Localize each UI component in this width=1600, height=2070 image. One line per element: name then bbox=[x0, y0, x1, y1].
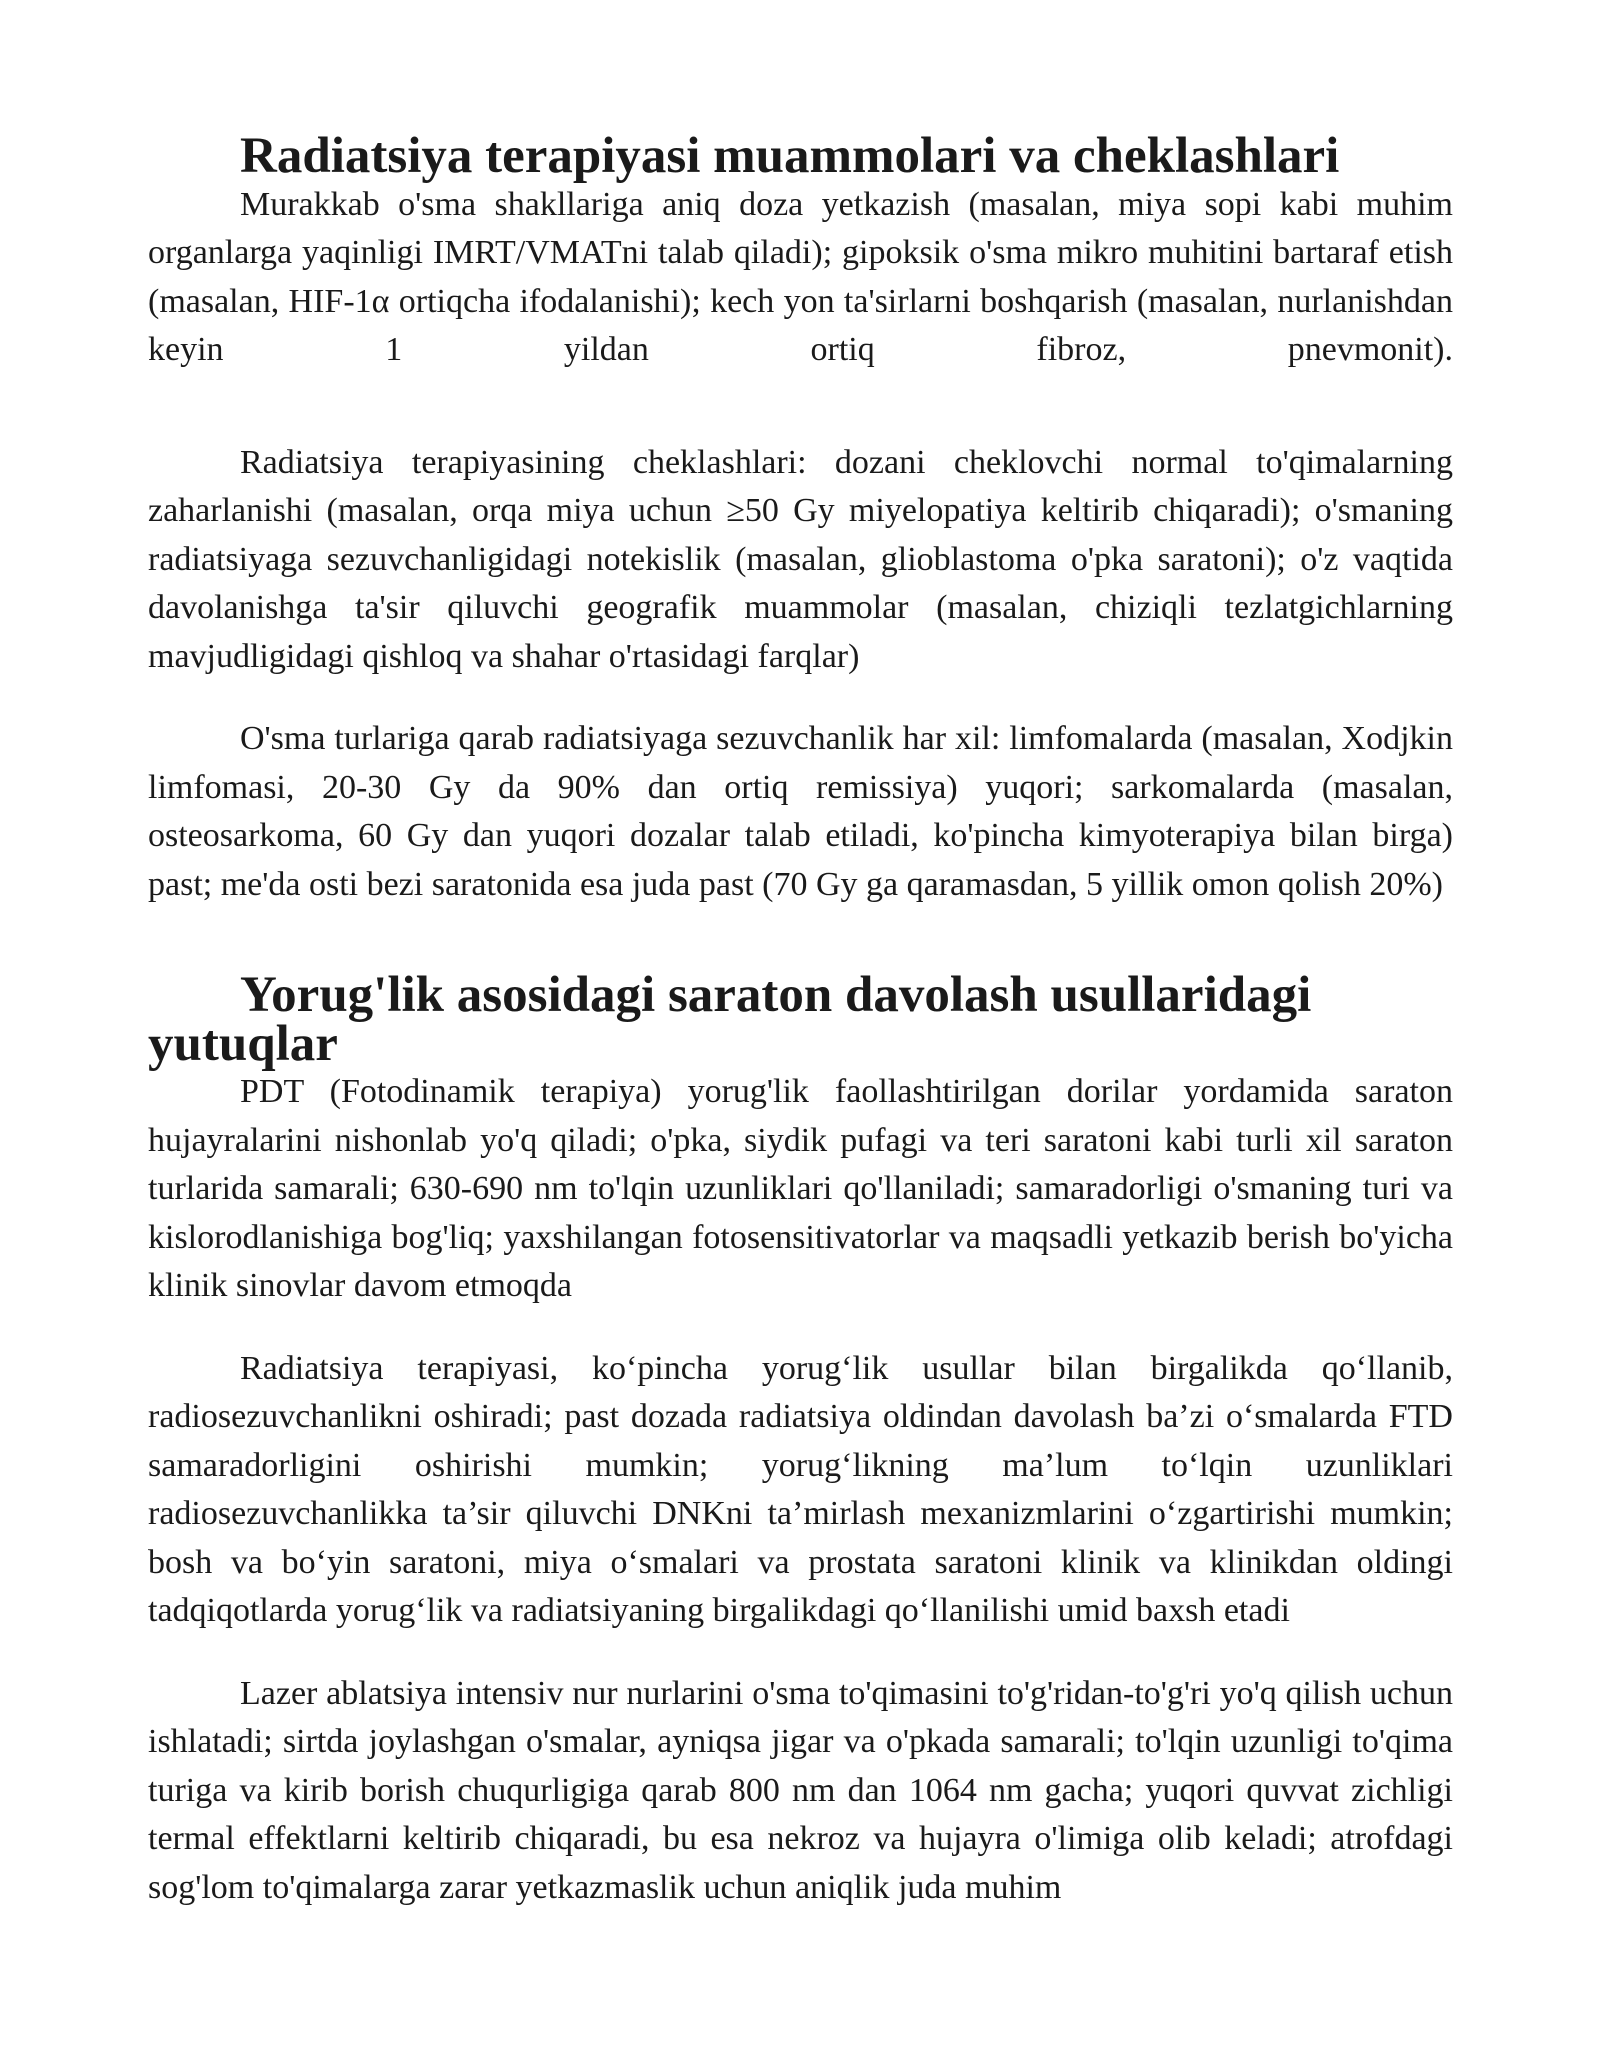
document-page bbox=[148, 128, 1453, 1912]
section-heading-radiation-problems: Radiatsiya terapiyasi muammolari va cheklashlari bbox=[240, 128, 1340, 184]
paragraph-laser-ablation: Lazer ablatsiya intensiv nur nurlarini o'sma to'qimasini to'g'ridan-to'g'ri yo'q qilish uchun ishlatadi; sirtda joylashgan o'smalar, ayniqsa jigar va o'pkada samarali; to'lqin uzunligi to'qima turiga va kirib borish chuqurligiga qarab 800 nm dan 1064 nm gacha; yuqori quvvat zichligi termal effektlarni keltirib chiqaradi, bu esa nekroz va hujayra o'limiga olib keladi; atrofdagi sog'lom to'qimalarga zarar yetkazmaslik uchun aniqlik juda muhim bbox=[148, 1674, 1453, 1906]
paragraph-radiation-limitations: Radiatsiya terapiyasining cheklashlari: dozani cheklovchi normal to'qimalarning zaharlanishi (masalan, orqa miya uchun ≥50 Gy miyelopatiya keltirib chiqaradi); o'smaning radiatsiyaga sezuvchanligidagi notekislik (masalan, glioblastoma o'pka saratoni); o'z vaqtida davolanishga ta'sir qiluvchi geografik muammolar (masalan, chiziqli tezlatgichlarning mavjudligidagi qishloq va shahar o'rtasidagi farqlar) bbox=[148, 443, 1453, 675]
paragraph-tumor-sensitivity: O'sma turlariga qarab radiatsiyaga sezuvchanlik har xil: limfomalarda (masalan, Xodjkin limfomasi, 20-30 Gy da 90% dan ortiq remissiya) yuqori; sarkomalarda (masalan, osteosarkoma, 60 Gy dan yuqori dozalar talab etiladi, ko'pincha kimyoterapiya bilan birga) past; me'da osti bezi saratonida esa juda past (70 Gy ga qaramasdan, 5 yillik omon qolish 20%) bbox=[148, 720, 1453, 903]
paragraph-dose-delivery: Murakkab o'sma shakllariga aniq doza yetkazish (masalan, miya sopi kabi muhim organlarga yaqinligi IMRT/VMATni talab qiladi); gipoksik o'sma mikro muhitini bartaraf etish (masalan, HIF-1α ortiqcha ifodalanishi); kech yon ta'sirlarni boshqarish (masalan, nurlanishdan keyin 1 yildan ortiq fibroz, pnevmonit). bbox=[148, 185, 1453, 368]
paragraph-pdt: PDT (Fotodinamik terapiya) yorug'lik faollashtirilgan dorilar yordamida saraton hujayralarini nishonlab yo'q qiladi; o'pka, siydik pufagi va teri saratoni kabi turli xil saraton turlarida samarali; 630-690 nm to'lqin uzunliklari qo'llaniladi; samaradorligi o'smaning turi va kislorodlanishiga bog'liq; yaxshilangan fotosensitivatorlar va maqsadli yetkazib berish bo'yicha klinik sinovlar davom etmoqda bbox=[148, 1073, 1453, 1304]
section-heading-light-based-treatment: Yorug'lik asosidagi saraton davolash usullaridagi yutuqlar bbox=[148, 967, 1312, 1072]
paragraph-radiation-light-combination: Radiatsiya terapiyasi, ko‘pincha yorug‘lik usullar bilan birgalikda qo‘llanib, radiosezuvchanlikni oshiradi; past dozada radiatsiya oldindan davolash ba’zi o‘smalarda FTD samaradorligini oshirishi mumkin; yorug‘likning ma’lum to‘lqin uzunliklari radiosezuvchanlikka ta’sir qiluvchi DNKni ta’mirlash mexanizmlarini o‘zgartirishi mumkin; bosh va bo‘yin saratoni, miya o‘smalari va prostata saratoni klinik va klinikdan oldingi tadqiqotlarda yorug‘lik va radiatsiyaning birgalikdagi qo‘llanilishi umid baxsh etadi bbox=[148, 1349, 1453, 1629]
